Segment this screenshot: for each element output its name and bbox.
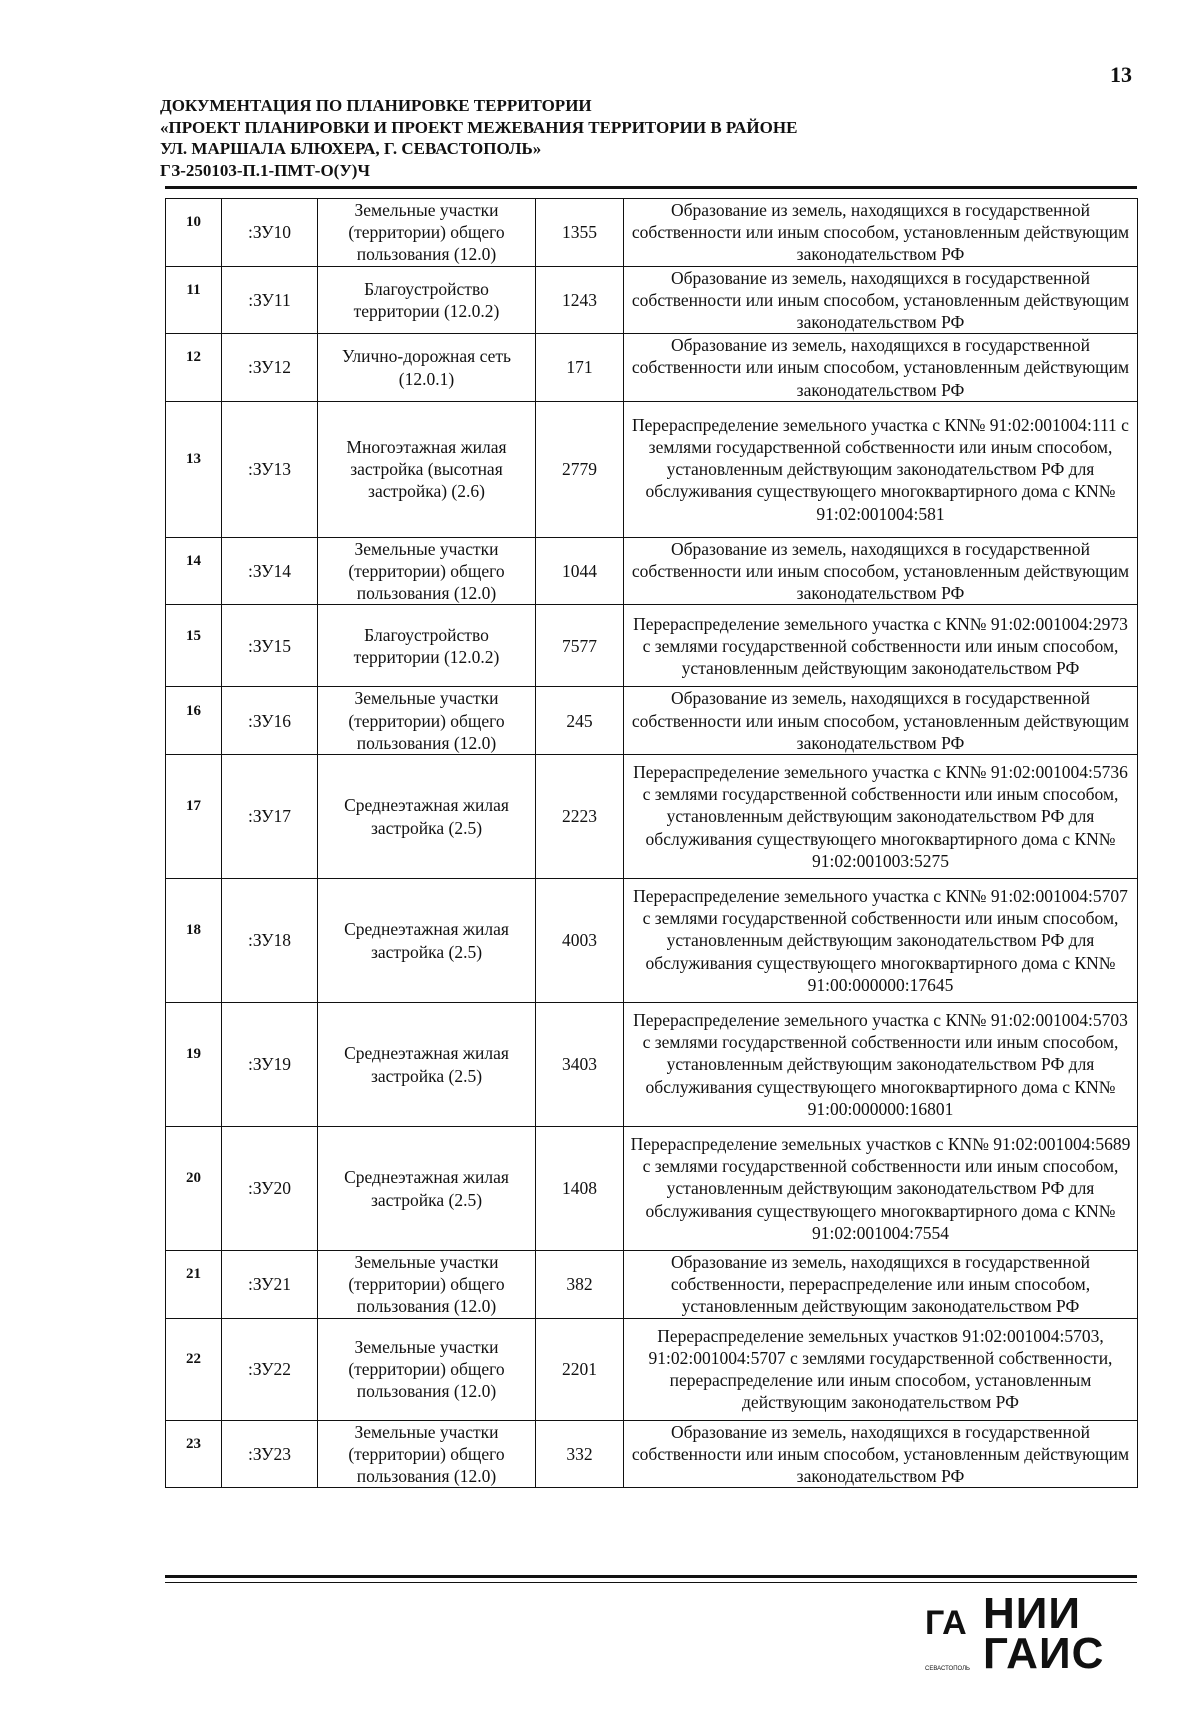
row-number: 23 [186,1435,201,1452]
area-cell: 1355 [536,199,624,267]
footer-divider-thick [165,1575,1137,1578]
table-row [166,1127,1138,1251]
area-cell: 332 [536,1420,624,1488]
formation-method-cell: Образование из земель, находящихся в государственной собственности или иным способом, установленным действующим законодательством РФ [624,266,1138,334]
area-cell: 1044 [536,537,624,605]
row-number: 15 [186,627,201,644]
permitted-use-cell: Земельные участки (территории) общего пользования (12.0) [318,1318,536,1420]
row-number-cell [166,687,222,755]
permitted-use-cell: Благоустройство территории (12.0.2) [318,266,536,334]
plot-id-cell: :ЗУ22 [222,1318,318,1420]
table-body [166,199,1138,1488]
table-row [166,266,1138,334]
area-cell: 4003 [536,879,624,1003]
header-line-3: УЛ. МАРШАЛА БЛЮХЕРА, Г. СЕВАСТОПОЛЬ» [160,139,542,158]
land-plots-table [165,198,1138,1488]
permitted-use-cell: Земельные участки (территории) общего пользования (12.0) [318,199,536,267]
table-row [166,1003,1138,1127]
header-line-2: «ПРОЕКТ ПЛАНИРОВКИ И ПРОЕКТ МЕЖЕВАНИЯ ТЕРРИТОРИИ В РАЙОНЕ [160,117,798,137]
plot-id-cell: :ЗУ15 [222,605,318,687]
row-number: 17 [186,798,201,815]
row-number-cell [166,334,222,402]
permitted-use-cell: Среднеэтажная жилая застройка (2.5) [318,1003,536,1127]
table-row [166,755,1138,879]
plot-id-cell: :ЗУ23 [222,1420,318,1488]
plot-id-cell: :ЗУ13 [222,401,318,537]
logo-small-text: СЕВАСТОПОЛЬ [925,1666,970,1672]
plot-id-cell: :ЗУ11 [222,266,318,334]
plot-id-cell: :ЗУ17 [222,755,318,879]
area-cell: 1408 [536,1127,624,1251]
row-number: 12 [186,349,201,366]
row-number-cell [166,537,222,605]
gais-mark-icon [925,1600,980,1674]
plot-id-cell: :ЗУ16 [222,687,318,755]
logo-wordmark [983,1589,1105,1678]
row-number-cell [166,755,222,879]
table-row [166,605,1138,687]
area-cell: 2223 [536,755,624,879]
formation-method-cell: Перераспределение земельного участка с КN№ 91:02:001004:2973 с землями государственной собственности или иным способом, установленным действующим законодательством РФ [624,605,1138,687]
table-row [166,1318,1138,1420]
footer-divider-thin [165,1582,1137,1583]
table-row [166,537,1138,605]
formation-method-cell: Образование из земель, находящихся в государственной собственности или иным способом, установленным действующим законодательством РФ [624,334,1138,402]
row-number: 11 [186,281,201,298]
table-row [166,401,1138,537]
plot-id-cell: :ЗУ14 [222,537,318,605]
area-cell: 3403 [536,1003,624,1127]
row-number-cell [166,1420,222,1488]
table-row [166,1251,1138,1319]
plot-id-cell: :ЗУ20 [222,1127,318,1251]
formation-method-cell: Перераспределение земельных участков с КN№ 91:02:001004:5689 с землями государственной собственности или иным способом, установленным действующим законодательством РФ для обслуживания существующего многоквартирного дома с КN№ 91:02:001004:7554 [624,1127,1138,1251]
permitted-use-cell: Улично-дорожная сеть (12.0.1) [318,334,536,402]
permitted-use-cell: Земельные участки (территории) общего пользования (12.0) [318,1420,536,1488]
row-number: 14 [186,553,201,570]
document-header [160,95,1060,181]
formation-method-cell: Перераспределение земельного участка с КN№ 91:02:001004:111 с землями государственной собственности или иным способом, установленным действующим законодательством РФ для обслуживания существующего многоквартирного дома с КN№ 91:02:001004:581 [624,401,1138,537]
permitted-use-cell: Среднеэтажная жилая застройка (2.5) [318,755,536,879]
formation-method-cell: Перераспределение земельного участка с КN№ 91:02:001004:5707 с землями государственной собственности или иным способом, установленным действующим законодательством РФ для обслуживания существующего многоквартирного дома с КN№ 91:00:000000:17645 [624,879,1138,1003]
plot-id-cell: :ЗУ21 [222,1251,318,1319]
table-row [166,334,1138,402]
row-number-cell [166,401,222,537]
area-cell: 2201 [536,1318,624,1420]
area-cell: 7577 [536,605,624,687]
permitted-use-cell: Среднеэтажная жилая застройка (2.5) [318,1127,536,1251]
formation-method-cell: Образование из земель, находящихся в государственной собственности или иным способом, установленным действующим законодательством РФ [624,537,1138,605]
permitted-use-cell: Земельные участки (территории) общего пользования (12.0) [318,687,536,755]
formation-method-cell: Перераспределение земельного участка с КN№ 91:02:001004:5703 с землями государственной собственности или иным способом, установленным действующим законодательством РФ для обслуживания существующего многоквартирного дома с КN№ 91:00:000000:16801 [624,1003,1138,1127]
permitted-use-cell: Среднеэтажная жилая застройка (2.5) [318,879,536,1003]
row-number: 16 [186,702,201,719]
area-cell: 2779 [536,401,624,537]
table-row [166,199,1138,267]
row-number: 13 [186,451,201,468]
row-number: 22 [186,1351,201,1368]
plot-id-cell: :ЗУ18 [222,879,318,1003]
row-number-cell [166,1003,222,1127]
page-number: 13 [1110,62,1132,87]
plot-id-cell: :ЗУ19 [222,1003,318,1127]
formation-method-cell: Образование из земель, находящихся в государственной собственности, перераспределение или иным способом, установленным действующим законодательством РФ [624,1251,1138,1319]
land-plots-table-wrap [165,198,1137,1488]
document-code: ГЗ-250103-П.1-ПМТ-О(У)Ч [160,160,370,180]
table-row [166,879,1138,1003]
permitted-use-cell: Земельные участки (территории) общего пользования (12.0) [318,537,536,605]
logo-mark-letters: ГА [925,1604,967,1642]
logo-line-1: НИИ [983,1589,1082,1638]
permitted-use-cell: Многоэтажная жилая застройка (высотная застройка) (2.6) [318,401,536,537]
row-number: 19 [186,1046,201,1063]
formation-method-cell: Образование из земель, находящихся в государственной собственности или иным способом, установленным действующим законодательством РФ [624,687,1138,755]
plot-id-cell: :ЗУ12 [222,334,318,402]
header-divider [165,186,1137,189]
permitted-use-cell: Земельные участки (территории) общего пользования (12.0) [318,1251,536,1319]
table-row [166,687,1138,755]
row-number-cell [166,1318,222,1420]
table-row [166,1420,1138,1488]
row-number: 18 [186,922,201,939]
formation-method-cell: Образование из земель, находящихся в государственной собственности или иным способом, установленным действующим законодательством РФ [624,199,1138,267]
row-number-cell [166,1127,222,1251]
row-number-cell [166,199,222,267]
area-cell: 382 [536,1251,624,1319]
row-number-cell [166,266,222,334]
plot-id-cell: :ЗУ10 [222,199,318,267]
formation-method-cell: Перераспределение земельных участков 91:02:001004:5703, 91:02:001004:5707 с землями государственной собственности, перераспределение или иным способом, установленным действующим законодательством РФ [624,1318,1138,1420]
nii-gais-logo [925,1589,1140,1678]
row-number: 10 [186,214,201,231]
area-cell: 245 [536,687,624,755]
row-number-cell [166,605,222,687]
row-number-cell [166,1251,222,1319]
header-line-1: ДОКУМЕНТАЦИЯ ПО ПЛАНИРОВКЕ ТЕРРИТОРИИ [160,96,592,115]
formation-method-cell: Образование из земель, находящихся в государственной собственности или иным способом, установленным действующим законодательством РФ [624,1420,1138,1488]
row-number: 21 [186,1266,201,1283]
area-cell: 1243 [536,266,624,334]
logo-line-2: ГАИС [983,1629,1105,1678]
permitted-use-cell: Благоустройство территории (12.0.2) [318,605,536,687]
row-number-cell [166,879,222,1003]
row-number: 20 [186,1170,201,1187]
area-cell: 171 [536,334,624,402]
formation-method-cell: Перераспределение земельного участка с КN№ 91:02:001004:5736 с землями государственной собственности или иным способом, установленным действующим законодательством РФ для обслуживания существующего многоквартирного дома с КN№ 91:02:001003:5275 [624,755,1138,879]
